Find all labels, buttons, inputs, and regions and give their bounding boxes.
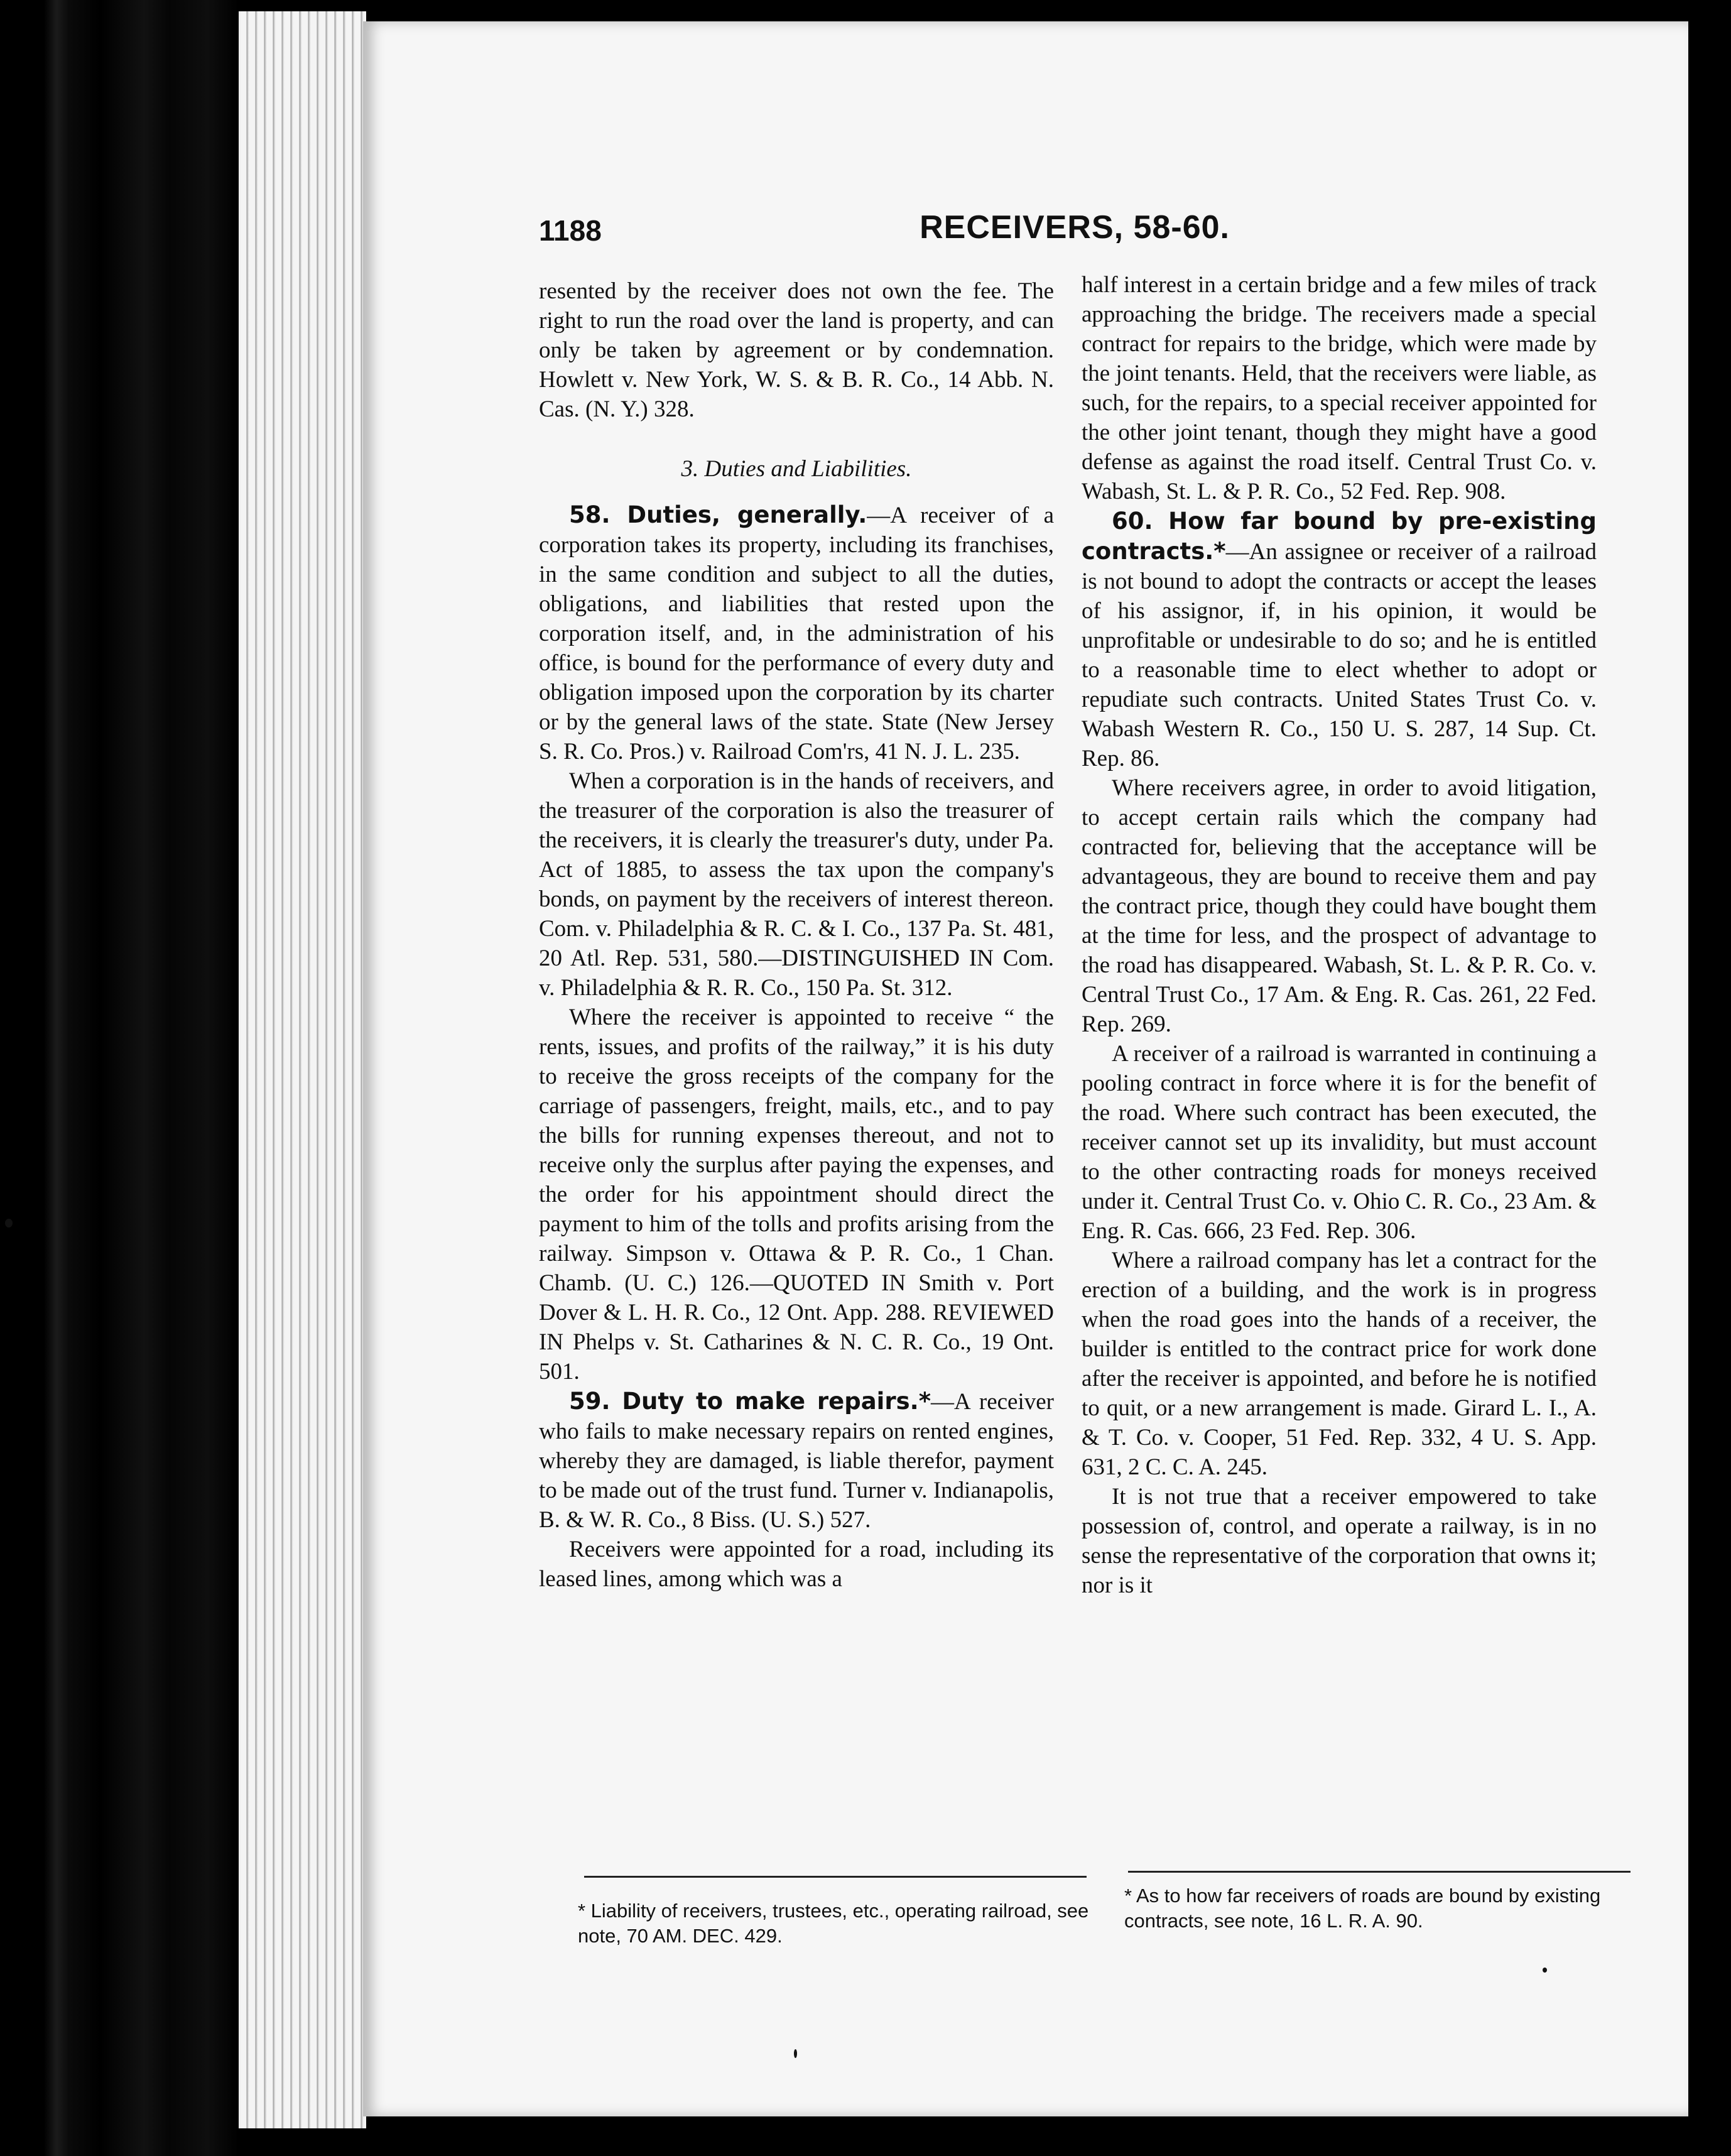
- paragraph: half interest in a certain bridge and a few miles of track approaching the bridge. The receivers made a special contract for repairs to the bridge, which were made by the joint tenants. Held, that the receivers were liable, as such, for the repairs, to a special receiver appointed for the other joint tenant, though they might have a good defense as against the road itself. Central Trust Co. v. Wabash, St. L. & P. R. Co., 52 Fed. Rep. 908.: [1082, 272, 1597, 504]
- running-head: [539, 202, 1274, 259]
- right-column: [1082, 270, 1597, 1600]
- section-60: [1082, 506, 1597, 773]
- paragraph: A receiver of a railroad is warranted in continuing a pooling contract in force where it is for the benefit of the road. Where such contract has been executed, the receiver cannot set up its invalidity, but must account to the other contracting roads for moneys received under it. Central Trust Co. v. Ohio C. R. Co., 23 Am. & Eng. R. Cas. 666, 23 Fed. Rep. 306.: [1082, 1041, 1597, 1244]
- paragraph: Where the receiver is appointed to receive “ the rents, issues, and profits of the railway,” it is his duty to receive the gross receipts of the company for the carriage of passengers, freight, mails, etc., and to pay the bills for running expenses thereout, and not to receive only the surplus after paying the expenses, and the order for his appointment should direct the payment to him of the tolls and profits arising from the railway. Simpson v. Ottawa & P. R. Co., 1 Chan. Chamb. (U. C.) 126.—QUOTED IN Smith v. Port Dover & L. H. R. Co., 12 Ont. App. 288. REVIEWED IN Phelps v. St. Catharines & N. C. R. Co., 19 Ont. 501.: [539, 1004, 1054, 1385]
- section-text: —An assignee or receiver of a railroad is not bound to adopt the contracts or accept the leases of his assignor, if, in his opinion, it would be unprofitable or undesirable to do so; and he is entitled to a reasonable time to elect whether to adopt or repudiate such contracts. United States Trust Co. v. Wabash Western R. Co., 150 U. S. 287, 14 Sup. Ct. Rep. 86.: [1082, 539, 1597, 771]
- paragraph: It is not true that a receiver empowered to take possession of, control, and operate a railway, is in no sense the representative of the corporation that owns it; nor is it: [1082, 1484, 1597, 1598]
- page-edges: [239, 11, 366, 2128]
- paragraph: When a corporation is in the hands of receivers, and the treasurer of the corporation is also the treasurer of the receivers, it is clearly the treasurer's duty, under Pa. Act of 1885, to assess the tax upon the company's bonds, on payment by the receivers of interest thereon. Com. v. Philadelphia & R. C. & I. Co., 137 Pa. St. 481, 20 Atl. Rep. 531, 580.—DISTINGUISHED IN Com. v. Philadelphia & R. R. Co., 150 Pa. St. 312.: [539, 768, 1054, 1001]
- section-heading: 59. Duty to make repairs.*: [569, 1388, 931, 1415]
- running-title: RECEIVERS, 58-60.: [920, 209, 1230, 246]
- section-text: —A receiver of a corporation takes its property, including its franchises, in the same condition and subject to all the duties, obligations, and liabilities that rested upon the corporation itself, and, in the administration of his office, is bound for the performance of every duty and obligation imposed upon the corporation by its charter or by the general laws of the state. State (New Jersey S. R. Co. Pros.) v. Railroad Com'rs, 41 N. J. L. 235.: [539, 503, 1054, 765]
- footnote-rule-left: [584, 1876, 1087, 1878]
- paragraph: Where a railroad company has let a contract for the erection of a building, and the work is in progress when the road goes into the hands of a receiver, the builder is entitled to the contract price for work done after the receiver is appointed, and before he is notified to quit, or a new arrangement is made. Girard L. I., A. & T. Co. v. Cooper, 51 Fed. Rep. 332, 4 U. S. App. 631, 2 C. C. A. 245.: [1082, 1248, 1597, 1480]
- ink-speck: [1543, 1968, 1547, 1973]
- page-number: 1188: [539, 214, 602, 247]
- section-heading: 58. Duties, generally.: [569, 501, 867, 528]
- ink-speck: [5, 1219, 13, 1228]
- footnote-right: * As to how far receivers of roads are bound by existing contracts, see note, 16 L. R. A. 90.: [1124, 1885, 1601, 1932]
- section-59: [539, 1386, 1054, 1535]
- footnote-left: * Liability of receivers, trustees, etc., operating railroad, see note, 70 AM. DEC. 429.: [578, 1900, 1089, 1947]
- footnote-rule-right: [1128, 1871, 1631, 1873]
- paragraph: Receivers were appointed for a road, including its leased lines, among which was a: [539, 1537, 1054, 1592]
- paragraph: Where receivers agree, in order to avoid litigation, to accept certain rails which the company had contracted for, believing that the acceptance will be advantageous, they are bound to receive them and pay the contract price, though they could have bought them at the time for less, and the prospect of advantage to the road has disappeared. Wabash, St. L. & P. R. Co. v. Central Trust Co., 17 Am. & Eng. R. Cas. 261, 22 Fed. Rep. 269.: [1082, 775, 1597, 1037]
- ink-speck: [794, 2049, 797, 2058]
- section-58: [539, 500, 1054, 766]
- subheading: 3. Duties and Liabilities.: [681, 456, 912, 482]
- section-text: —A receiver who fails to make necessary repairs on rented engines, whereby they are damaged, is liable therefor, payment to be made out of the trust fund. Turner v. Indianapolis, B. & W. R. Co., 8 Biss. (U. S.) 527.: [539, 1389, 1054, 1533]
- section-heading: 60. How far bound by pre-existing contracts.*: [1082, 508, 1597, 565]
- left-column: [539, 276, 1054, 1594]
- paragraph: resented by the receiver does not own the fee. The right to run the road over the land is property, and can only be taken by agreement or by condemnation. Howlett v. New York, W. S. & B. R. Co., 14 Abb. N. Cas. (N. Y.) 328.: [539, 278, 1054, 422]
